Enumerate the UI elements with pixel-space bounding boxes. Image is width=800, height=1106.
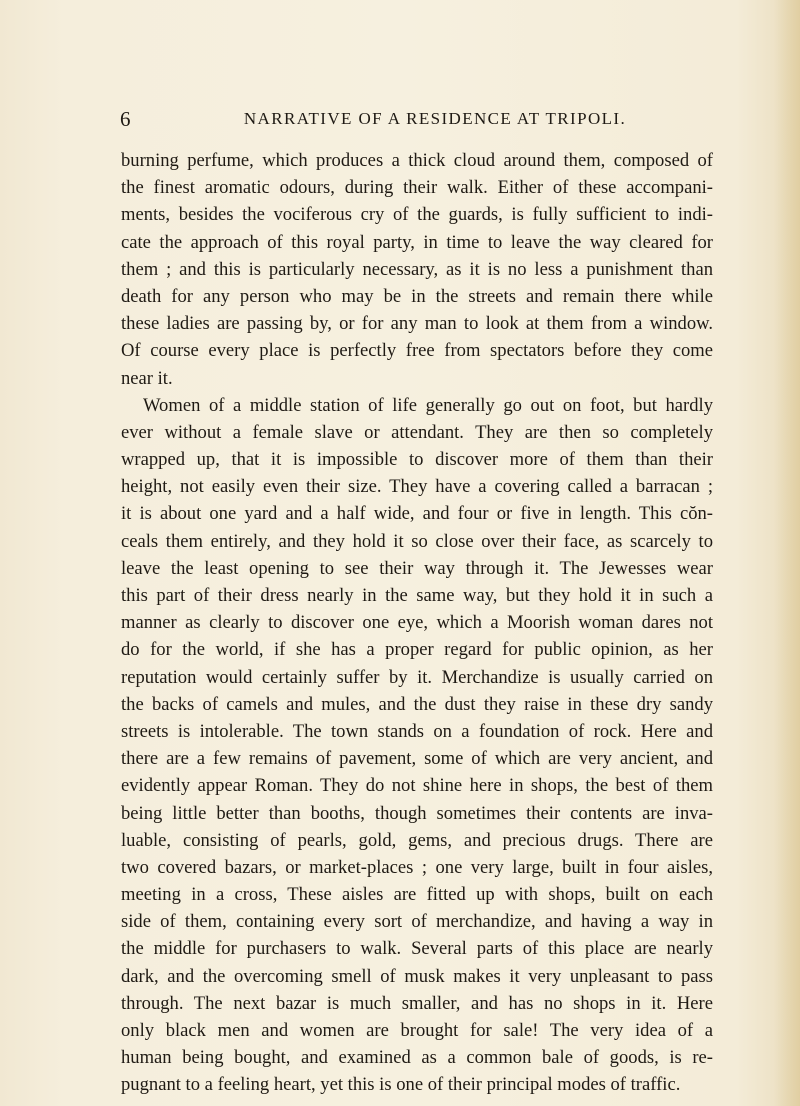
text-line: near it.: [121, 367, 173, 389]
text-line: human being bought, and examined as a common bale of goods, is re-: [121, 1047, 713, 1069]
page-number: 6: [120, 107, 131, 131]
text-line: Women of a middle station of life generally go out on foot, but hardly: [143, 394, 713, 416]
text-line: reputation would certainly suffer by it. Merchandize is usually carried on: [121, 666, 713, 688]
text-line: side of them, containing every sort of merchandize, and having a way in: [121, 911, 713, 933]
text-line: ments, besides the vociferous cry of the guards, is fully sufficient to indi-: [121, 204, 713, 226]
text-line: height, not easily even their size. They have a covering called a barracan ;: [121, 476, 713, 498]
text-line: death for any person who may be in the streets and remain there while: [121, 285, 713, 307]
running-title: NARRATIVE OF A RESIDENCE AT TRIPOLI.: [243, 109, 627, 128]
text-line: this part of their dress nearly in the same way, but they hold it in such a: [121, 585, 713, 606]
paragraph-1: [121, 147, 713, 392]
text-line: the finest aromatic odours, during their walk. Either of these accompani-: [121, 177, 713, 199]
body-text: [121, 147, 713, 1099]
text-line: only black men and women are brought for sale! The very idea of a: [121, 1020, 713, 1041]
text-line: manner as clearly to discover one eye, which a Moorish woman dares not: [121, 612, 713, 634]
paragraph-2: [121, 392, 713, 1099]
text-line: burning perfume, which produces a thick cloud around them, composed of: [121, 150, 713, 171]
running-head: [120, 107, 710, 135]
text-line: do for the world, if she has a proper regard for public opinion, as her: [121, 639, 713, 661]
text-line: the middle for purchasers to walk. Several parts of this place are nearly: [121, 938, 713, 960]
text-line: evidently appear Roman. They do not shine here in shops, the best of them: [121, 775, 713, 797]
text-line: these ladies are passing by, or for any man to look at them from a window.: [121, 313, 713, 335]
text-line: the backs of camels and mules, and the dust they raise in these dry sandy: [121, 693, 713, 715]
text-line: leave the least opening to see their way through it. The Jewesses wear: [121, 557, 713, 579]
text-line: two covered bazars, or market-places ; one very large, built in four aisles,: [121, 856, 713, 878]
text-line: cate the approach of this royal party, in time to leave the way cleared for: [121, 231, 713, 253]
text-line: through. The next bazar is much smaller, and has no shops in it. Here: [121, 992, 713, 1014]
text-line: meeting in a cross, These aisles are fitted up with shops, built on each: [121, 884, 713, 906]
text-line: them ; and this is particularly necessary, as it is no less a punishment than: [121, 258, 713, 280]
text-line: dark, and the overcoming smell of musk makes it very unpleasant to pass: [121, 965, 713, 987]
text-line: being little better than booths, though sometimes their contents are inva-: [121, 802, 713, 824]
text-line: pugnant to a feeling heart, yet this is one of their principal modes of traffic.: [121, 1074, 681, 1096]
text-line: wrapped up, that it is impossible to discover more of them than their: [121, 449, 713, 471]
text-line: there are a few remains of pavement, some of which are very ancient, and: [121, 748, 713, 770]
text-line: Of course every place is perfectly free from spectators before they come: [121, 340, 713, 362]
text-line: ceals them entirely, and they hold it so close over their face, as scarcely to: [121, 530, 713, 552]
text-line: it is about one yard and a half wide, and four or five in length. This cŏn-: [121, 503, 713, 525]
page-edge-stain: [774, 0, 800, 1106]
text-line: luable, consisting of pearls, gold, gems, and precious drugs. There are: [121, 829, 713, 851]
text-line: ever without a female slave or attendant. They are then so completely: [121, 421, 713, 443]
text-line: streets is intolerable. The town stands on a foundation of rock. Here and: [121, 720, 713, 742]
